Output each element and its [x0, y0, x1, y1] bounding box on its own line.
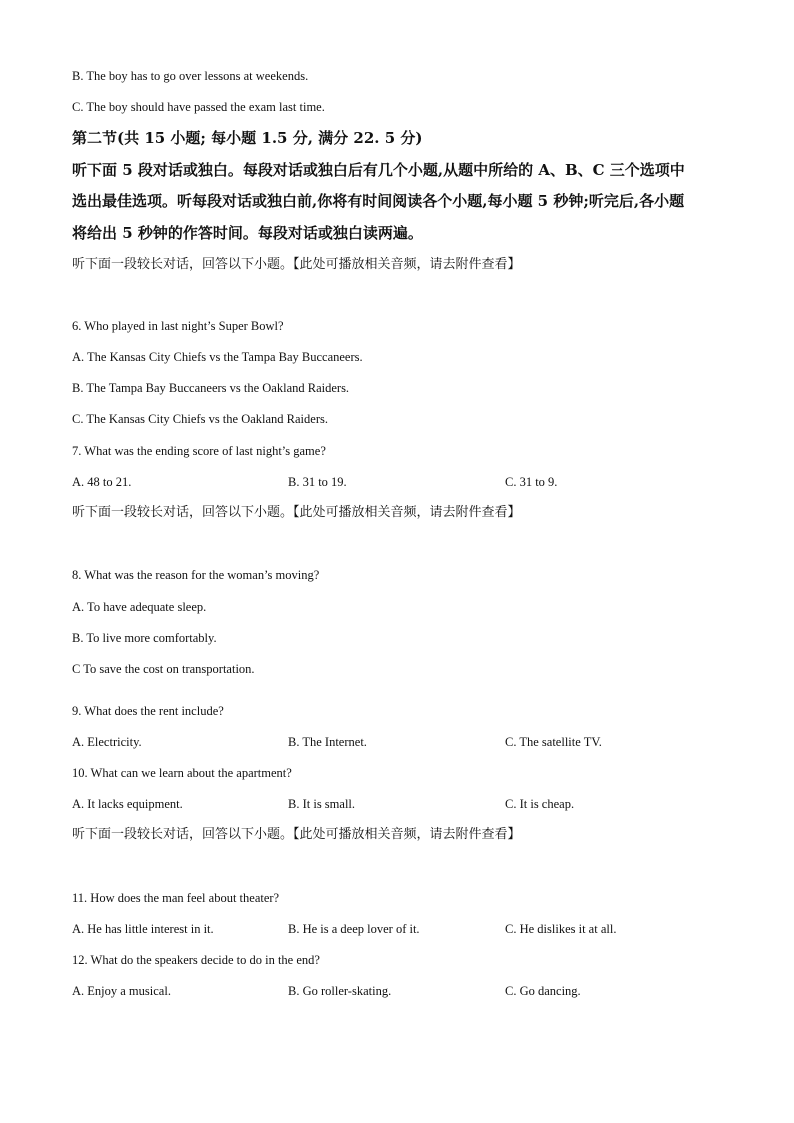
option-b: B. He is a deep lover of it. [288, 922, 420, 936]
question-stem: 9. What does the rent include? [72, 704, 224, 718]
question-stem: 6. Who played in last night’s Super Bowl? [72, 319, 284, 333]
audio-note: 听下面一段较长对话，回答以下小题。【此处可播放相关音频，请去附件查看】 [72, 827, 521, 842]
question-stem: 10. What can we learn about the apartment? [72, 766, 292, 780]
option-b: B. Go roller-skating. [288, 984, 392, 998]
option-b: B. 31 to 19. [288, 475, 347, 489]
option-a: A. Electricity. [72, 735, 142, 749]
option-c: C. It is cheap. [505, 797, 575, 811]
audio-note: 听下面一段较长对话，回答以下小题。【此处可播放相关音频，请去附件查看】 [72, 505, 521, 520]
option-c: C. He dislikes it at all. [505, 922, 617, 936]
question-stem: 12. What do the speakers decide to do in the end? [72, 953, 320, 967]
section-instruction-1: 听下面 5 段对话或独白。每段对话或独白后有几个小题,从题中所给的 A、B、C 三个选项中 [72, 161, 685, 179]
option-a: A. He has little interest in it. [72, 922, 214, 936]
option-a: A. To have adequate sleep. [72, 600, 207, 614]
option-c: C To save the cost on transportation. [72, 662, 255, 676]
option-a: A. It lacks equipment. [72, 797, 183, 811]
question-stem: 8. What was the reason for the woman’s moving? [72, 568, 320, 582]
option-b: B. It is small. [288, 797, 356, 811]
option-c: C. The satellite TV. [505, 735, 602, 749]
option-a: A. The Kansas City Chiefs vs the Tampa Bay Buccaneers. [72, 350, 363, 364]
option-c: C. Go dancing. [505, 984, 581, 998]
section-title: 第二节(共 15 小题; 每小题 1.5 分, 满分 22. 5 分) [72, 129, 423, 147]
section-instruction-2: 选出最佳选项。听每段对话或独白前,你将有时间阅读各个小题,每小题 5 秒钟;听完后,各小题 [72, 192, 685, 210]
option-c: C. 31 to 9. [505, 475, 558, 489]
question-stem: 7. What was the ending score of last night’s game? [72, 444, 326, 458]
option-b: B. The Tampa Bay Buccaneers vs the Oakland Raiders. [72, 381, 350, 395]
question-stem: 11. How does the man feel about theater? [72, 891, 280, 905]
option-b: B. To live more comfortably. [72, 631, 217, 645]
option-c: C. The boy should have passed the exam last time. [72, 100, 325, 114]
audio-note: 听下面一段较长对话，回答以下小题。【此处可播放相关音频，请去附件查看】 [72, 257, 521, 272]
option-c: C. The Kansas City Chiefs vs the Oakland Raiders. [72, 412, 328, 426]
option-a: A. 48 to 21. [72, 475, 132, 489]
option-b: B. The boy has to go over lessons at weekends. [72, 69, 309, 83]
section-instruction-3: 将给出 5 秒钟的作答时间。每段对话或独白读两遍。 [72, 224, 423, 242]
option-a: A. Enjoy a musical. [72, 984, 171, 998]
option-b: B. The Internet. [288, 735, 367, 749]
